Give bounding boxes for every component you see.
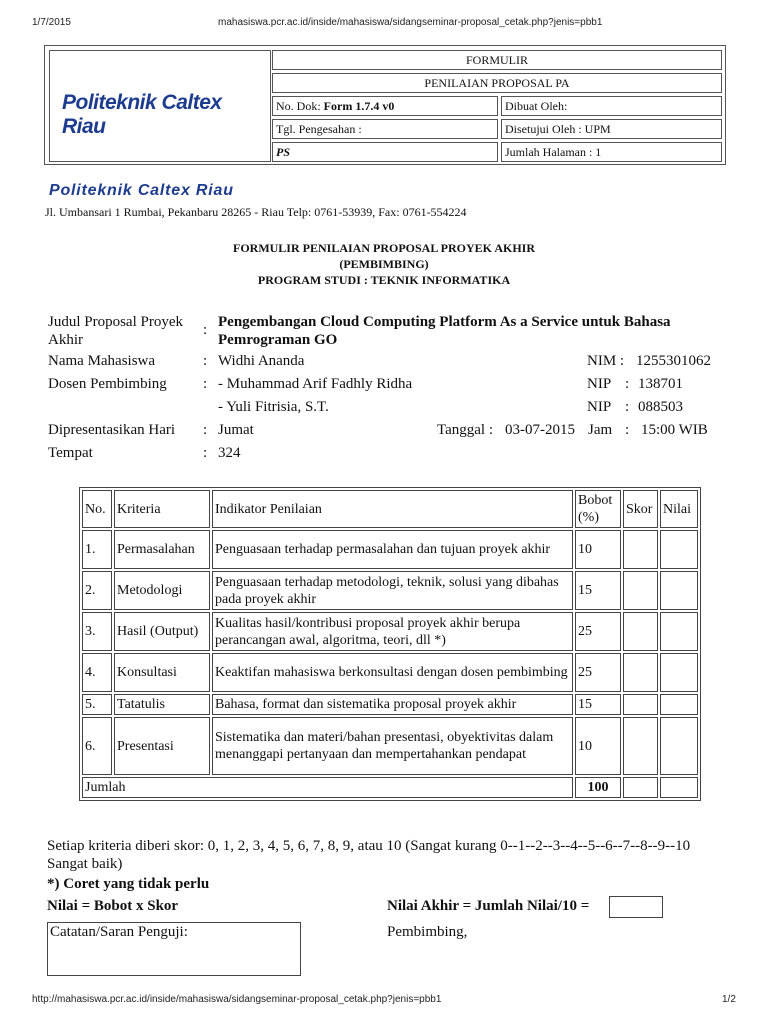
row-bobot: 10: [575, 717, 621, 775]
jam-colon: :: [625, 422, 630, 438]
row-kriteria: Tatatulis: [114, 694, 210, 715]
header-skor: Skor: [623, 490, 658, 528]
print-url-bottom: http://mahasiswa.pcr.ac.id/inside/mahasiswa/sidangseminar-proposal_cetak.php?jenis=pbb1: [32, 994, 442, 1005]
letterhead-address: Jl. Umbansari 1 Rumbai, Pekanbaru 28265 - Riau Telp: 0761-53939, Fax: 0761-554224: [45, 205, 467, 219]
row-no: 3.: [82, 612, 112, 651]
table-row: [82, 571, 698, 610]
judul-label: Judul Proposal Proyek Akhir: [48, 314, 183, 348]
row-nilai[interactable]: [660, 694, 698, 715]
table-row: [82, 694, 698, 715]
row-skor[interactable]: [623, 694, 658, 715]
jam-value: 15:00 WIB: [641, 422, 708, 438]
form-header: [44, 45, 726, 165]
no-dok-value: Form 1.7.4 v0: [323, 99, 395, 113]
jam-label: Jam: [588, 422, 613, 438]
no-dok-cell: [272, 96, 498, 116]
judul-value: Pengembangan Cloud Computing Platform As a Service untuk Bahasa Pemrograman GO: [218, 314, 671, 348]
row-skor[interactable]: [623, 653, 658, 692]
nama-label: Nama Mahasiswa: [48, 353, 156, 369]
row-skor[interactable]: [623, 612, 658, 651]
tanggal-label: Tanggal :: [437, 422, 494, 438]
hari-colon: :: [203, 422, 208, 438]
document-title: [0, 240, 768, 288]
row-nilai[interactable]: [660, 717, 698, 775]
row-skor[interactable]: [623, 571, 658, 610]
table-row: [82, 530, 698, 569]
row-indikator: Penguasaan terhadap permasalahan dan tujuan proyek akhir: [212, 530, 573, 569]
row-skor[interactable]: [623, 530, 658, 569]
title-line-3: PROGRAM STUDI : TEKNIK INFORMATIKA: [257, 273, 511, 287]
table-header-row: [82, 490, 698, 528]
table-row: [82, 717, 698, 775]
tgl-cell: Tgl. Pengesahan :: [272, 119, 498, 139]
institution-logo: Politeknik Caltex Riau: [62, 91, 222, 138]
judul-colon: :: [203, 322, 208, 338]
print-date: 1/7/2015: [32, 17, 71, 28]
row-kriteria: Metodologi: [114, 571, 210, 610]
row-kriteria: Konsultasi: [114, 653, 210, 692]
letterhead-logo: Politeknik Caltex Riau: [49, 182, 234, 199]
dosen-2: - Yuli Fitrisia, S.T.: [218, 399, 329, 415]
nip-colon-2: :: [625, 399, 630, 415]
nip-label-1: NIP: [587, 376, 612, 392]
coret-note: *) Coret yang tidak perlu: [47, 876, 210, 892]
row-nilai[interactable]: [660, 571, 698, 610]
row-bobot: 25: [575, 653, 621, 692]
dibuat-cell: Dibuat Oleh:: [501, 96, 722, 116]
header-bobot: Bobot (%): [575, 490, 621, 528]
table-row: [82, 653, 698, 692]
nim-label: NIM :: [587, 353, 625, 369]
penilaian-label: PENILAIAN PROPOSAL PA: [272, 73, 722, 93]
row-no: 2.: [82, 571, 112, 610]
row-nilai[interactable]: [660, 653, 698, 692]
row-bobot: 15: [575, 694, 621, 715]
nip-colon-1: :: [625, 376, 630, 392]
jumlah-nilai[interactable]: [660, 777, 698, 798]
hari-value: Jumat: [218, 422, 254, 438]
header-indikator: Indikator Penilaian: [212, 490, 573, 528]
row-kriteria: Presentasi: [114, 717, 210, 775]
row-bobot: 25: [575, 612, 621, 651]
nip-value-2: 088503: [638, 399, 683, 415]
row-no: 6.: [82, 717, 112, 775]
tanggal-value: 03-07-2015: [505, 422, 575, 438]
row-indikator: Sistematika dan materi/bahan presentasi, obyektivitas dalam menanggapi pertanyaan dan mempertahankan pendapat: [212, 717, 573, 775]
pembimbing-label: Pembimbing,: [387, 924, 468, 940]
logo-cell: [49, 50, 271, 162]
nama-colon: :: [203, 353, 208, 369]
catatan-box[interactable]: [47, 922, 301, 976]
jumlah-skor: [623, 777, 658, 798]
assessment-table: [79, 487, 701, 801]
header-no: No.: [82, 490, 112, 528]
row-kriteria: Permasalahan: [114, 530, 210, 569]
jumlah-value: 100: [575, 777, 621, 798]
tempat-colon: :: [203, 445, 208, 461]
nip-label-2: NIP: [587, 399, 612, 415]
row-indikator: Kualitas hasil/kontribusi proposal proyek akhir berupa perancangan awal, algoritma, teori, dll *): [212, 612, 573, 651]
row-bobot: 10: [575, 530, 621, 569]
header-nilai: Nilai: [660, 490, 698, 528]
nilai-formula: Nilai = Bobot x Skor: [47, 898, 179, 914]
nama-value: Widhi Ananda: [218, 353, 305, 369]
dosen-1: - Muhammad Arif Fadhly Ridha: [218, 376, 413, 392]
row-kriteria: Hasil (Output): [114, 612, 210, 651]
no-dok-label: No. Dok:: [276, 99, 324, 113]
tempat-label: Tempat: [48, 445, 93, 461]
table-row: [82, 612, 698, 651]
disetujui-cell: Disetujui Oleh : UPM: [501, 119, 722, 139]
nilai-akhir-label: Nilai Akhir = Jumlah Nilai/10 =: [387, 898, 590, 914]
table-total-row: [82, 777, 698, 798]
row-skor[interactable]: [623, 717, 658, 775]
tempat-value: 324: [218, 445, 241, 461]
print-page-number: 1/2: [722, 994, 736, 1005]
row-indikator: Penguasaan terhadap metodologi, teknik, solusi yang dibahas pada proyek akhir: [212, 571, 573, 610]
row-nilai[interactable]: [660, 612, 698, 651]
ps-cell: PS: [272, 142, 498, 162]
title-line-2: (PEMBIMBING): [339, 257, 429, 271]
print-url-top: mahasiswa.pcr.ac.id/inside/mahasiswa/sidangseminar-proposal_cetak.php?jenis=pbb1: [218, 17, 603, 28]
scoring-note: Setiap kriteria diberi skor: 0, 1, 2, 3, 4, 5, 6, 7, 8, 9, atau 10 (Sangat kurang 0--1--2--3--4--5--6--7--8--9--10 Sangat baik): [47, 838, 691, 872]
row-nilai[interactable]: [660, 530, 698, 569]
dosen-colon: :: [203, 376, 208, 392]
row-indikator: Keaktifan mahasiswa berkonsultasi dengan dosen pembimbing: [212, 653, 573, 692]
nilai-akhir-input[interactable]: [609, 896, 663, 918]
nim-value: 1255301062: [636, 353, 711, 369]
nip-value-1: 138701: [638, 376, 683, 392]
hari-label: Dipresentasikan Hari: [48, 422, 176, 438]
header-kriteria: Kriteria: [114, 490, 210, 528]
title-line-1: FORMULIR PENILAIAN PROPOSAL PROYEK AKHIR: [232, 241, 536, 255]
row-no: 5.: [82, 694, 112, 715]
row-no: 4.: [82, 653, 112, 692]
dosen-label: Dosen Pembimbing: [48, 376, 167, 392]
jumlah-halaman-cell: Jumlah Halaman : 1: [501, 142, 722, 162]
row-no: 1.: [82, 530, 112, 569]
row-indikator: Bahasa, format dan sistematika proposal proyek akhir: [212, 694, 573, 715]
row-bobot: 15: [575, 571, 621, 610]
jumlah-label: Jumlah: [82, 777, 573, 798]
catatan-label: Catatan/Saran Penguji:: [50, 924, 188, 940]
formulir-label: FORMULIR: [272, 50, 722, 70]
